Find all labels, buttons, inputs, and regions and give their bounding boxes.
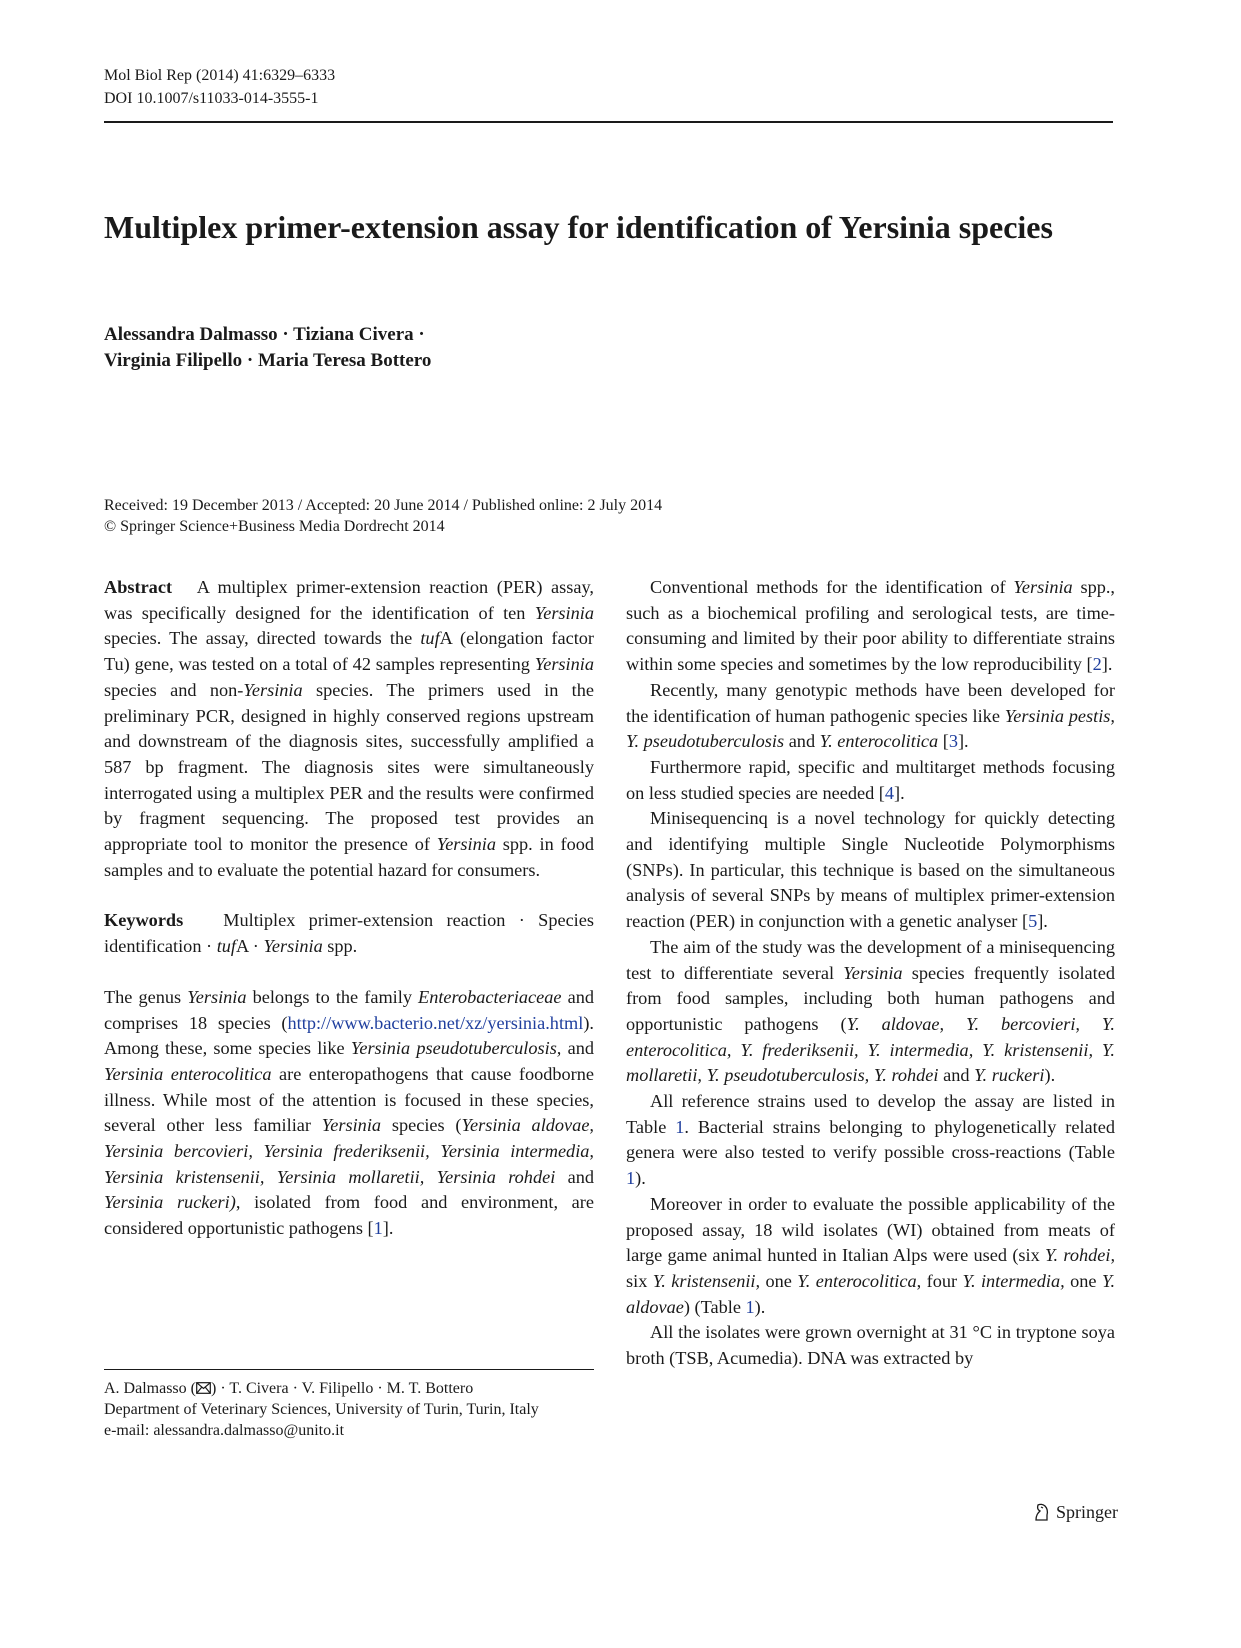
- intro-text: ). Among these, some species like: [104, 1012, 594, 1059]
- intro-italic: Yersinia ruckeri): [104, 1192, 236, 1213]
- body-text: ].: [957, 731, 969, 752]
- citation-link[interactable]: 2: [1092, 654, 1102, 675]
- affiliation-email[interactable]: e-mail: alessandra.dalmasso@unito.it: [104, 1422, 345, 1439]
- keywords-text: spp.: [322, 936, 358, 957]
- keywords-italic: Yersinia: [263, 936, 323, 957]
- affiliation-footnote: [104, 1378, 594, 1441]
- envelope-icon[interactable]: [196, 1382, 211, 1394]
- intro-italic: Enterobacteriaceae: [418, 986, 562, 1007]
- body-text: ].: [1101, 654, 1113, 675]
- abstract-label: Abstract: [104, 577, 173, 597]
- body-italic: Y. aldovae: [626, 1270, 1116, 1317]
- body-text: six: [626, 1270, 653, 1291]
- abstract-text: A (elongation factor Tu) gene, was tested on a total of 42 samples representing: [104, 628, 595, 675]
- body-text: ).: [1044, 1065, 1056, 1086]
- abstract-italic: Yersinia: [534, 654, 594, 675]
- table-link[interactable]: 1: [675, 1116, 685, 1137]
- body-text: Recently, many genotypic methods have been developed for the identification of human pathogenic species like: [626, 679, 1115, 726]
- intro-text: and: [555, 1166, 594, 1187]
- intro-text: and: [561, 1038, 594, 1059]
- paragraph-aim: [626, 935, 1115, 1089]
- author-list: [104, 322, 431, 374]
- body-text: The aim of the study was the development of a minisequencing test to differentiate several: [626, 936, 1115, 983]
- affiliation-department: Department of Veterinary Sciences, University of Turin, Turin, Italy: [104, 1401, 539, 1418]
- publisher-name: Springer: [1056, 1502, 1118, 1522]
- left-column: [104, 575, 594, 1242]
- keywords-text: Multiplex primer-extension reaction · Species identification ·: [104, 910, 594, 957]
- body-text: ].: [894, 782, 905, 803]
- paragraph-reference-strains: [626, 1089, 1115, 1192]
- intro-italic: Yersinia: [321, 1115, 382, 1136]
- abstract-text: spp. in food samples and to evaluate the potential hazard for consumers.: [104, 834, 594, 880]
- abstract-italic: Yersinia: [243, 679, 303, 700]
- paragraph-conventional-methods: [626, 575, 1115, 678]
- body-text: . Bacterial strains belonging to phylogenetically related genera were also tested to verify possible cross-reactions (Table: [626, 1116, 1115, 1163]
- body-text: Minisequencinq is a novel technology for quickly detecting and identifying multiple Single Nucleotide Polymorphisms (SNPs). In particular, this technique is based on the simultaneous analysis of several SNPs by means of multiplex primer-extension reaction (PER) in conjunction with a genetic analyser [: [626, 808, 1115, 932]
- intro-text: and comprises 18 species (: [104, 986, 595, 1033]
- intro-text: species (: [381, 1115, 462, 1136]
- abstract-italic: Yersinia: [534, 602, 594, 623]
- body-italic: Yersinia: [843, 962, 903, 983]
- body-text: one: [760, 1270, 798, 1291]
- body-text: Conventional methods for the identification of: [650, 577, 1014, 597]
- publication-dates: [104, 495, 662, 537]
- body-italic: Yersinia pestis, Y. pseudotuberculosis: [626, 705, 1115, 752]
- table-link[interactable]: 1: [745, 1296, 755, 1317]
- body-italic: Y. kristensenii,: [652, 1270, 761, 1291]
- citation-link[interactable]: 4: [884, 782, 895, 803]
- paper-title: Multiplex primer-extension assay for identification of Yersinia species: [104, 209, 1053, 245]
- body-italic: Y. enterocolitica: [819, 731, 939, 752]
- body-text: and: [938, 1065, 975, 1086]
- author-line-2: Virginia Filipello · Maria Teresa Bottero: [104, 350, 432, 371]
- paragraph-wild-isolates: [626, 1192, 1115, 1321]
- publisher-logo: [1032, 1501, 1118, 1523]
- body-text: ).: [754, 1296, 766, 1317]
- intro-text: The genus: [104, 986, 188, 1007]
- paragraph-genotypic-methods: [626, 678, 1115, 755]
- keywords-text: A ·: [236, 936, 264, 957]
- received-accepted-published: Received: 19 December 2013 / Accepted: 20 June 2014 / Published online: 2 July 2014: [104, 497, 663, 514]
- table-link[interactable]: 1: [626, 1168, 636, 1189]
- body-italic: Y. aldovae, Y. bercovieri, Y. enterocolitica, Y. frederiksenii, Y. intermedia, Y. kristensenii, Y. mollaretii, Y. pseudotuberculosis, Y. rohdei: [626, 1013, 1115, 1086]
- body-text: All reference strains used to develop the assay are listed in Table: [626, 1091, 1115, 1137]
- body-italic: Y. ruckeri: [974, 1065, 1045, 1086]
- body-italic: Yersinia: [1013, 577, 1073, 597]
- citation-link[interactable]: 1: [373, 1218, 383, 1239]
- body-text: and: [784, 731, 820, 752]
- intro-text: are enteropathogens that cause foodborne illness. While most of the attention is focused in these species, several other less familiar: [104, 1063, 594, 1136]
- abstract-text: species. The assay, directed towards the: [104, 628, 421, 649]
- abstract-text: species. The primers used in the preliminary PCR, designed in highly conserved regions upstream and downstream of the diagnosis sites, successfully amplified a 587 bp fragment. The diagnosis sites were simultaneously interrogated using a multiplex PER and the results were confirmed by fragment sequencing. The proposed test provides an appropriate tool to monitor the presence of: [104, 679, 595, 855]
- abstract-text: species and non-: [104, 679, 244, 700]
- abstract: [104, 575, 594, 883]
- intro-italic: Yersinia aldovae, Yersinia bercovieri, Yersinia frederiksenii, Yersinia intermedia, Yersinia kristensenii, Yersinia mollaretii, Yersinia rohdei: [104, 1115, 594, 1187]
- paragraph-isolates-grown: [626, 1320, 1115, 1371]
- author-line-1: Alessandra Dalmasso · Tiziana Civera ·: [104, 324, 425, 345]
- body-text: Moreover in order to evaluate the possible applicability of the proposed assay, 18 wild isolates (WI) obtained from meats of large game animal hunted in Italian Alps were used (six: [626, 1193, 1115, 1266]
- abstract-italic: Yersinia: [436, 834, 496, 855]
- citation-link[interactable]: 3: [948, 731, 958, 752]
- body-text: species frequently isolated from food samples, including both human pathogens and opportunistic pathogens (: [626, 962, 1115, 1034]
- keywords-italic: tuf: [216, 936, 237, 957]
- body-text: Furthermore rapid, specific and multitarget methods focusing on less studied species are needed [: [626, 756, 1115, 803]
- journal-citation: Mol Biol Rep (2014) 41:6329–6333: [104, 67, 336, 84]
- intro-italic: Yersinia: [187, 986, 247, 1007]
- abstract-italic: tuf: [420, 628, 440, 649]
- spacer: [104, 960, 594, 985]
- keywords: [104, 908, 594, 959]
- keywords-label: Keywords: [104, 910, 184, 931]
- footnote-rule: [104, 1369, 594, 1370]
- intro-text: belongs to the family: [246, 986, 419, 1007]
- spacer: [104, 883, 594, 908]
- header-rule: [104, 121, 1113, 123]
- body-text: ].: [1037, 911, 1048, 932]
- intro-text: ].: [382, 1218, 394, 1239]
- body-italic: Y. enterocolitica: [797, 1270, 917, 1291]
- body-italic: Y. intermedia,: [962, 1270, 1065, 1291]
- body-text: All the isolates were grown overnight at 31 °C in tryptone soya broth (TSB, Acumedia). DNA was extracted by: [626, 1322, 1115, 1369]
- springer-horse-icon: [1032, 1502, 1052, 1522]
- intro-italic: Yersinia pseudotuberculosis,: [350, 1038, 562, 1059]
- doi: DOI 10.1007/s11033-014-3555-1: [104, 90, 319, 107]
- right-column: [626, 575, 1115, 1372]
- abstract-text: A multiplex primer-extension reaction (PER) assay, was specifically designed for the identification of ten: [104, 577, 594, 623]
- intro-italic: Yersinia enterocolitica: [104, 1063, 272, 1084]
- paragraph-multitarget: [626, 755, 1115, 806]
- affiliation-text: A. Dalmasso (: [104, 1380, 196, 1397]
- body-text: spp., such as a biochemical profiling and serological tests, are time-consuming and limited by their poor ability to differentiate strains within some species and sometimes by the low reproducibility [: [626, 577, 1115, 675]
- affiliation-authors: [104, 1378, 594, 1399]
- copyright: © Springer Science+Business Media Dordrecht 2014: [104, 518, 445, 535]
- citation-link[interactable]: 5: [1028, 911, 1038, 932]
- paragraph-minisequencing: [626, 806, 1115, 935]
- journal-header: [104, 64, 335, 110]
- intro-text: , isolated from food and environment, are considered opportunistic pathogens [: [104, 1192, 594, 1239]
- body-italic: Y. rohdei,: [1045, 1245, 1116, 1266]
- body-text: one: [1064, 1270, 1102, 1291]
- affiliation-text: ) · T. Civera · V. Filipello · M. T. Bottero: [210, 1380, 474, 1397]
- body-text: ).: [635, 1168, 646, 1189]
- body-text: [: [938, 731, 949, 752]
- body-text: ) (Table: [683, 1296, 746, 1317]
- body-text: , four: [916, 1270, 963, 1291]
- bacterio-link[interactable]: http://www.bacterio.net/xz/yersinia.html: [287, 1012, 584, 1033]
- intro-paragraph: [104, 985, 594, 1242]
